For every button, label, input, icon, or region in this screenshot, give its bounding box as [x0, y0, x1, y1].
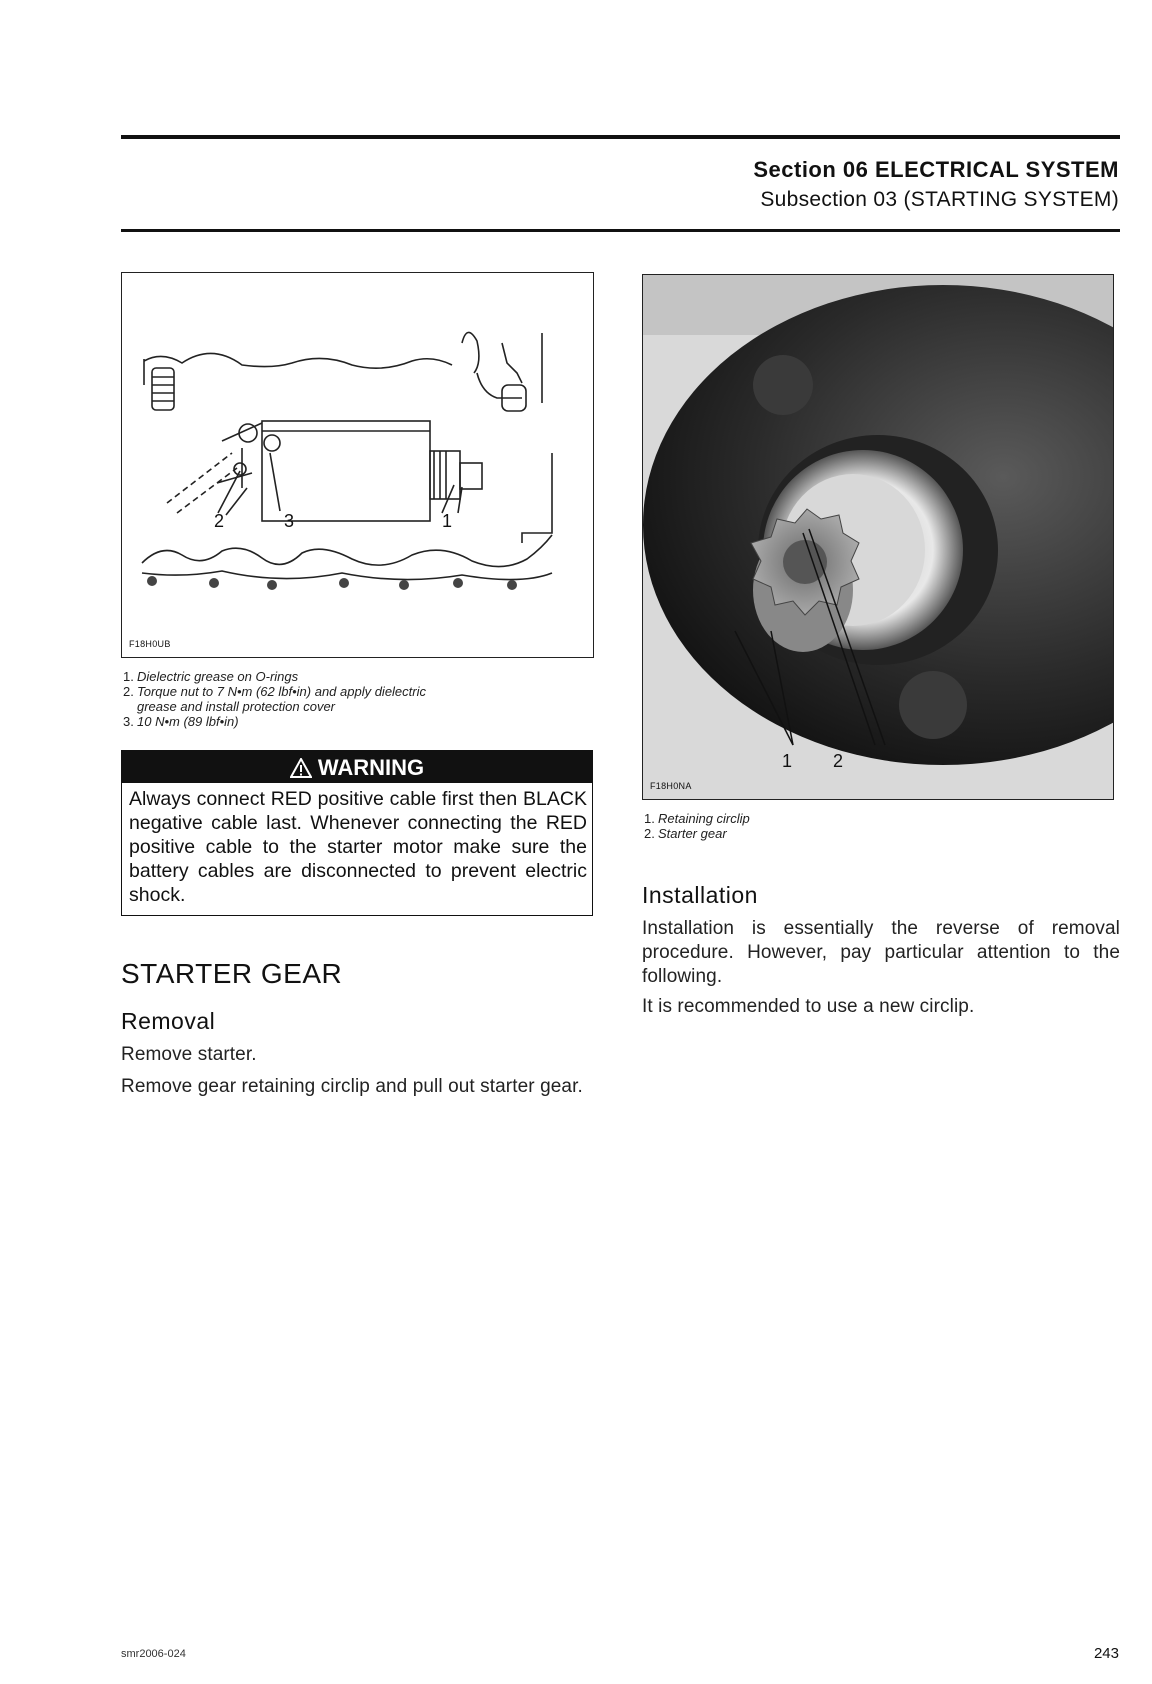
page-number: 243 [1093, 1645, 1119, 1662]
header-rule-bottom [121, 229, 1120, 232]
installation-paragraph: It is recommended to use a new circlip. [642, 996, 975, 1017]
callout-1: 1 [442, 511, 453, 531]
warning-text: Always connect RED positive cable first then BLACK negative cable last. Whenever connecting the RED positive cable to the starter motor make sure the battery cables are disconnected to prevent electric shock. [129, 788, 587, 906]
installation-paragraph: Installation is essentially the reverse of removal procedure. However, pay particular attention to the following. [642, 918, 1120, 987]
header-rule-top [121, 135, 1120, 139]
figure2-caption [644, 811, 1024, 841]
caption-item: 2. Torque nut to 7 N•m (62 lbf•in) and apply dielectric [123, 684, 426, 699]
callout-2: 2 [833, 751, 844, 771]
subsection-title: Subsection 03 (STARTING SYSTEM) [760, 188, 1119, 211]
starter-motor-diagram [121, 272, 594, 658]
removal-paragraph: Remove gear retaining circlip and pull out starter gear. [121, 1076, 583, 1097]
callout-1: 1 [782, 751, 793, 771]
caption-item-continued: grease and install protection cover [137, 699, 336, 714]
starter-motor-drawing [122, 273, 593, 657]
starter-gear-photo-image [643, 275, 1113, 799]
warning-box [121, 750, 593, 916]
caption-item: 1. Dielectric grease on O-rings [123, 669, 299, 684]
warning-header [122, 751, 592, 783]
section-title: Section 06 ELECTRICAL SYSTEM [753, 157, 1119, 182]
caption-item: 1. Retaining circlip [644, 811, 750, 826]
footer-doc-code: smr2006-024 [121, 1648, 186, 1660]
figure1-caption [123, 669, 593, 729]
installation-heading: Installation [642, 882, 758, 908]
starter-gear-photo [642, 274, 1114, 800]
removal-paragraph: Remove starter. [121, 1044, 257, 1065]
warning-triangle-icon [290, 758, 312, 778]
callout-3: 3 [284, 511, 295, 531]
removal-heading: Removal [121, 1008, 216, 1034]
figure-code: F18H0UB [129, 639, 171, 649]
callout-2: 2 [214, 511, 225, 531]
caption-item: 3. 10 N•m (89 lbf•in) [123, 714, 239, 729]
caption-item: 2. Starter gear [644, 826, 727, 841]
figure-code: F18H0NA [650, 781, 692, 791]
warning-title: WARNING [317, 755, 425, 781]
starter-gear-heading: STARTER GEAR [121, 958, 343, 989]
